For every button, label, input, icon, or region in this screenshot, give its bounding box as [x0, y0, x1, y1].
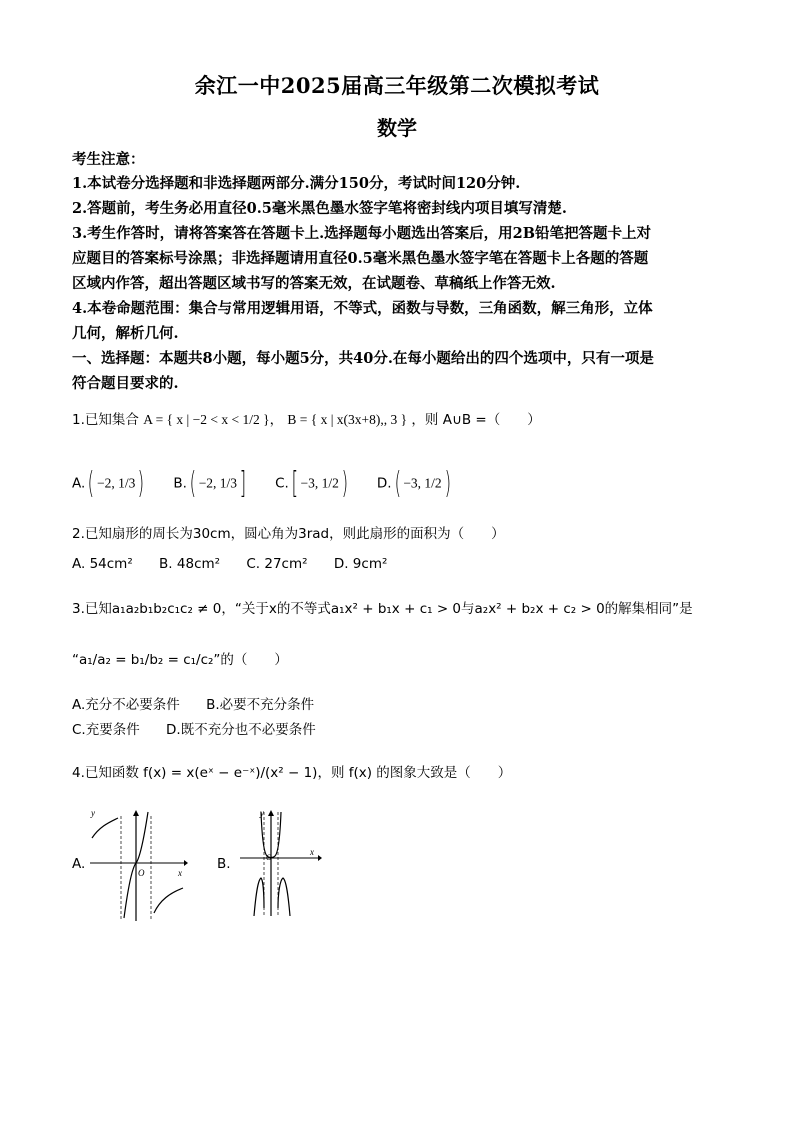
- q4-b-origin-label: O: [266, 853, 272, 862]
- q1-option-c: C.[ −3, 1/2): [275, 466, 348, 501]
- question-3: 3.已知a₁a₂b₁b₂c₁c₂ ≠ 0，“关于x的不等式a₁x² + b₁x + c₁ > 0与a₂x² + b₂x + c₂ > 0的解集相同”是: [72, 601, 693, 617]
- q4-b-x-label: x: [310, 847, 314, 857]
- q1-option-b: B.( −2, 1/3]: [173, 466, 247, 501]
- notice-line-5: 区域内作答，超出答题区域书写的答案无效，在试题卷、草稿纸上作答无效.: [72, 275, 556, 292]
- section1-line-1: 一、选择题：本题共8小题，每小题5分，共40分.在每小题给出的四个选项中，只有一项是: [72, 350, 654, 367]
- q3-option-c: C.充要条件: [72, 722, 140, 738]
- q2-options: [72, 556, 409, 572]
- notice-line-6: 4.本卷命题范围：集合与常用逻辑用语，不等式，函数与导数，三角函数，解三角形，立体: [72, 300, 653, 317]
- notice-line-1: 1.本试卷分选择题和非选择题两部分.满分150分，考试时间120分钟.: [72, 175, 521, 192]
- q1-set-b: B = { x | x(3x+8),, 3 }: [287, 412, 408, 427]
- q1-set-a: A = { x | −2 < x < 1/2 }: [143, 412, 270, 427]
- question-2: 2.已知扇形的周长为30cm，圆心角为3rad，则此扇形的面积为（ ）: [72, 526, 505, 542]
- q3-options-row-2: [72, 718, 338, 738]
- question-4: 4.已知函数 f(x) = x(eˣ − e⁻ˣ)/(x² − 1)，则 f(x) 的图象大致是（ ）: [72, 765, 512, 781]
- notice-line-7: 几何，解析几何.: [72, 325, 179, 342]
- q4-b-y-label: y: [260, 808, 264, 818]
- q3-condition: “a₁/a₂ = b₁/b₂ = c₁/c₂”的（ ）: [72, 652, 288, 668]
- q4-a-y-label: y: [91, 808, 95, 818]
- q1-prefix: 1.已知集合: [72, 412, 139, 428]
- notice-line-2: 2.答题前，考生务必用直径0.5毫米黑色墨水签字笔将密封线内项目填写清楚.: [72, 200, 567, 217]
- section1-line-2: 符合题目要求的.: [72, 375, 179, 392]
- q2-option-a: A. 54cm²: [72, 556, 133, 572]
- q1-options: [72, 466, 475, 501]
- q4-option-b-graph: [238, 808, 323, 918]
- q4-option-b-label: B.: [217, 856, 231, 872]
- q2-option-c: C. 27cm²: [246, 556, 308, 572]
- q3-option-a: A.充分不必要条件: [72, 697, 180, 713]
- q4-option-a-graph: [88, 808, 188, 923]
- q1-option-d: D.( −3, 1/2): [376, 466, 451, 501]
- q1-suffix: ，则 A∪B =（ ）: [411, 412, 541, 428]
- q4-a-x-label: x: [178, 868, 182, 878]
- q2-option-d: D. 9cm²: [333, 556, 388, 572]
- q2-option-b: B. 48cm²: [159, 556, 221, 572]
- q4-a-origin-label: O: [138, 868, 145, 878]
- subject-title: 数学: [377, 116, 417, 140]
- q3-option-d: D.既不充分也不必要条件: [166, 722, 316, 738]
- q4-option-a-label: A.: [72, 856, 86, 872]
- question-1: 1.已知集合 A = { x | −2 < x < 1/2 }， B = { x | x(3x+8),, 3 } ，则 A∪B =（ ）: [72, 412, 541, 428]
- q1-option-a: A.( −2, 1/3): [72, 466, 145, 501]
- q3-options-row-1: [72, 693, 336, 713]
- notice-line-3: 3.考生作答时，请将答案答在答题卡上.选择题每小题选出答案后，用2B铅笔把答题卡上对: [72, 225, 652, 242]
- notice-heading: 考生注意：: [72, 151, 145, 168]
- q3-option-b: B.必要不充分条件: [206, 697, 315, 713]
- exam-title: 余江一中2025届高三年级第二次模拟考试: [194, 73, 600, 98]
- notice-line-4: 应题目的答案标号涂黑；非选择题请用直径0.5毫米黑色墨水签字笔在答题卡上各题的答题: [72, 250, 649, 267]
